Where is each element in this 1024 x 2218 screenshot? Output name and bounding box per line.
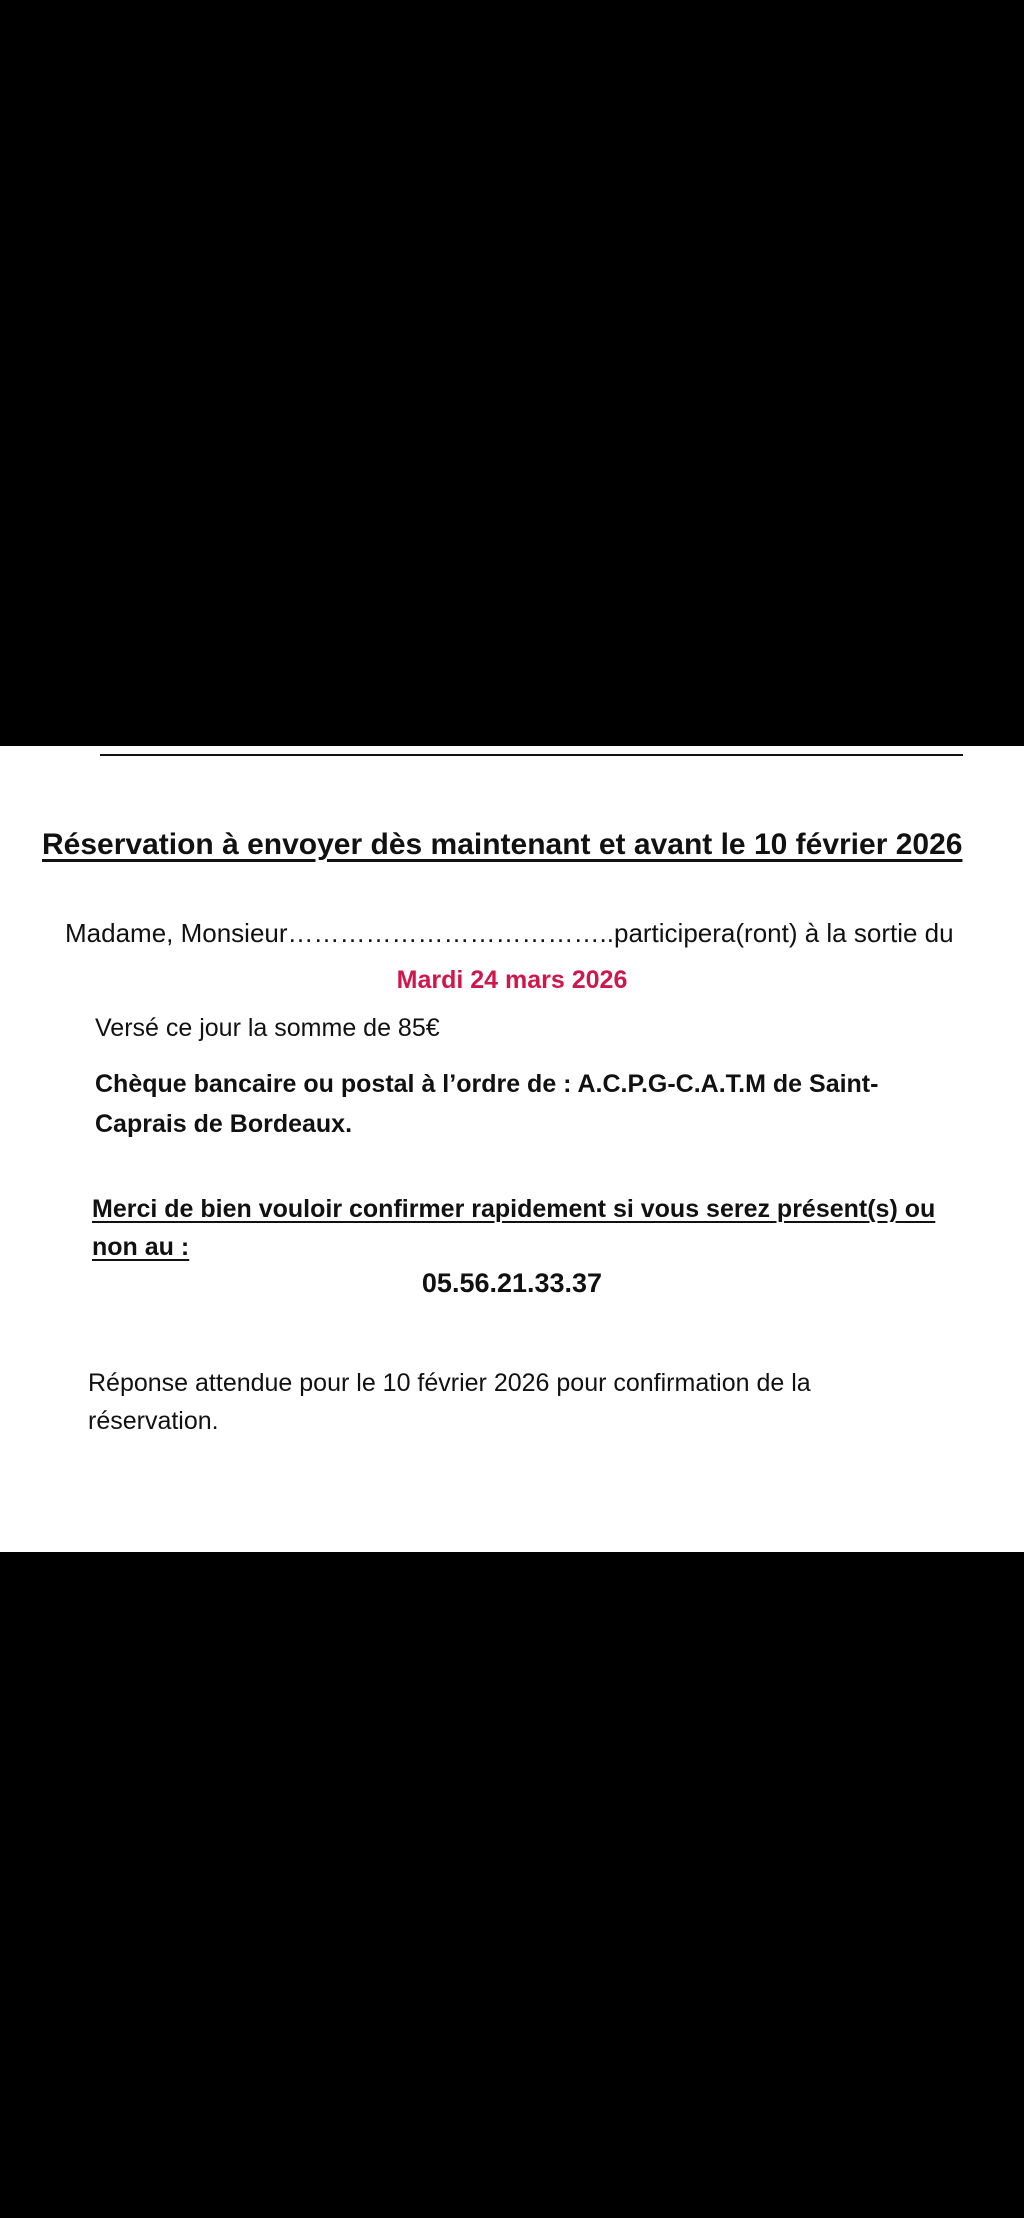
payment-line: Versé ce jour la somme de 85€ — [95, 1014, 440, 1042]
confirm-instructions: Merci de bien vouloir confirmer rapidement si vous serez présent(s) ou non au : — [92, 1195, 936, 1261]
response-deadline: Réponse attendue pour le 10 février 2026 pour confirmation de la réservation. — [88, 1369, 811, 1435]
phone-number: 05.56.21.33.37 — [421, 1268, 603, 1298]
form-title: Réservation à envoyer dès maintenant et avant le 10 février 2026 — [42, 828, 963, 861]
cheque-instructions: Chèque bancaire ou postal à l’ordre de : A.C.P.G-C.A.T.M de Saint-Caprais de Bordeaux. — [95, 1070, 879, 1138]
divider-line — [100, 754, 963, 756]
reservation-form-page — [0, 746, 1024, 1552]
participant-line: Madame, Monsieur………………………………..participera(ront) à la sortie du — [65, 918, 954, 948]
event-date: Mardi 24 mars 2026 — [396, 966, 628, 994]
